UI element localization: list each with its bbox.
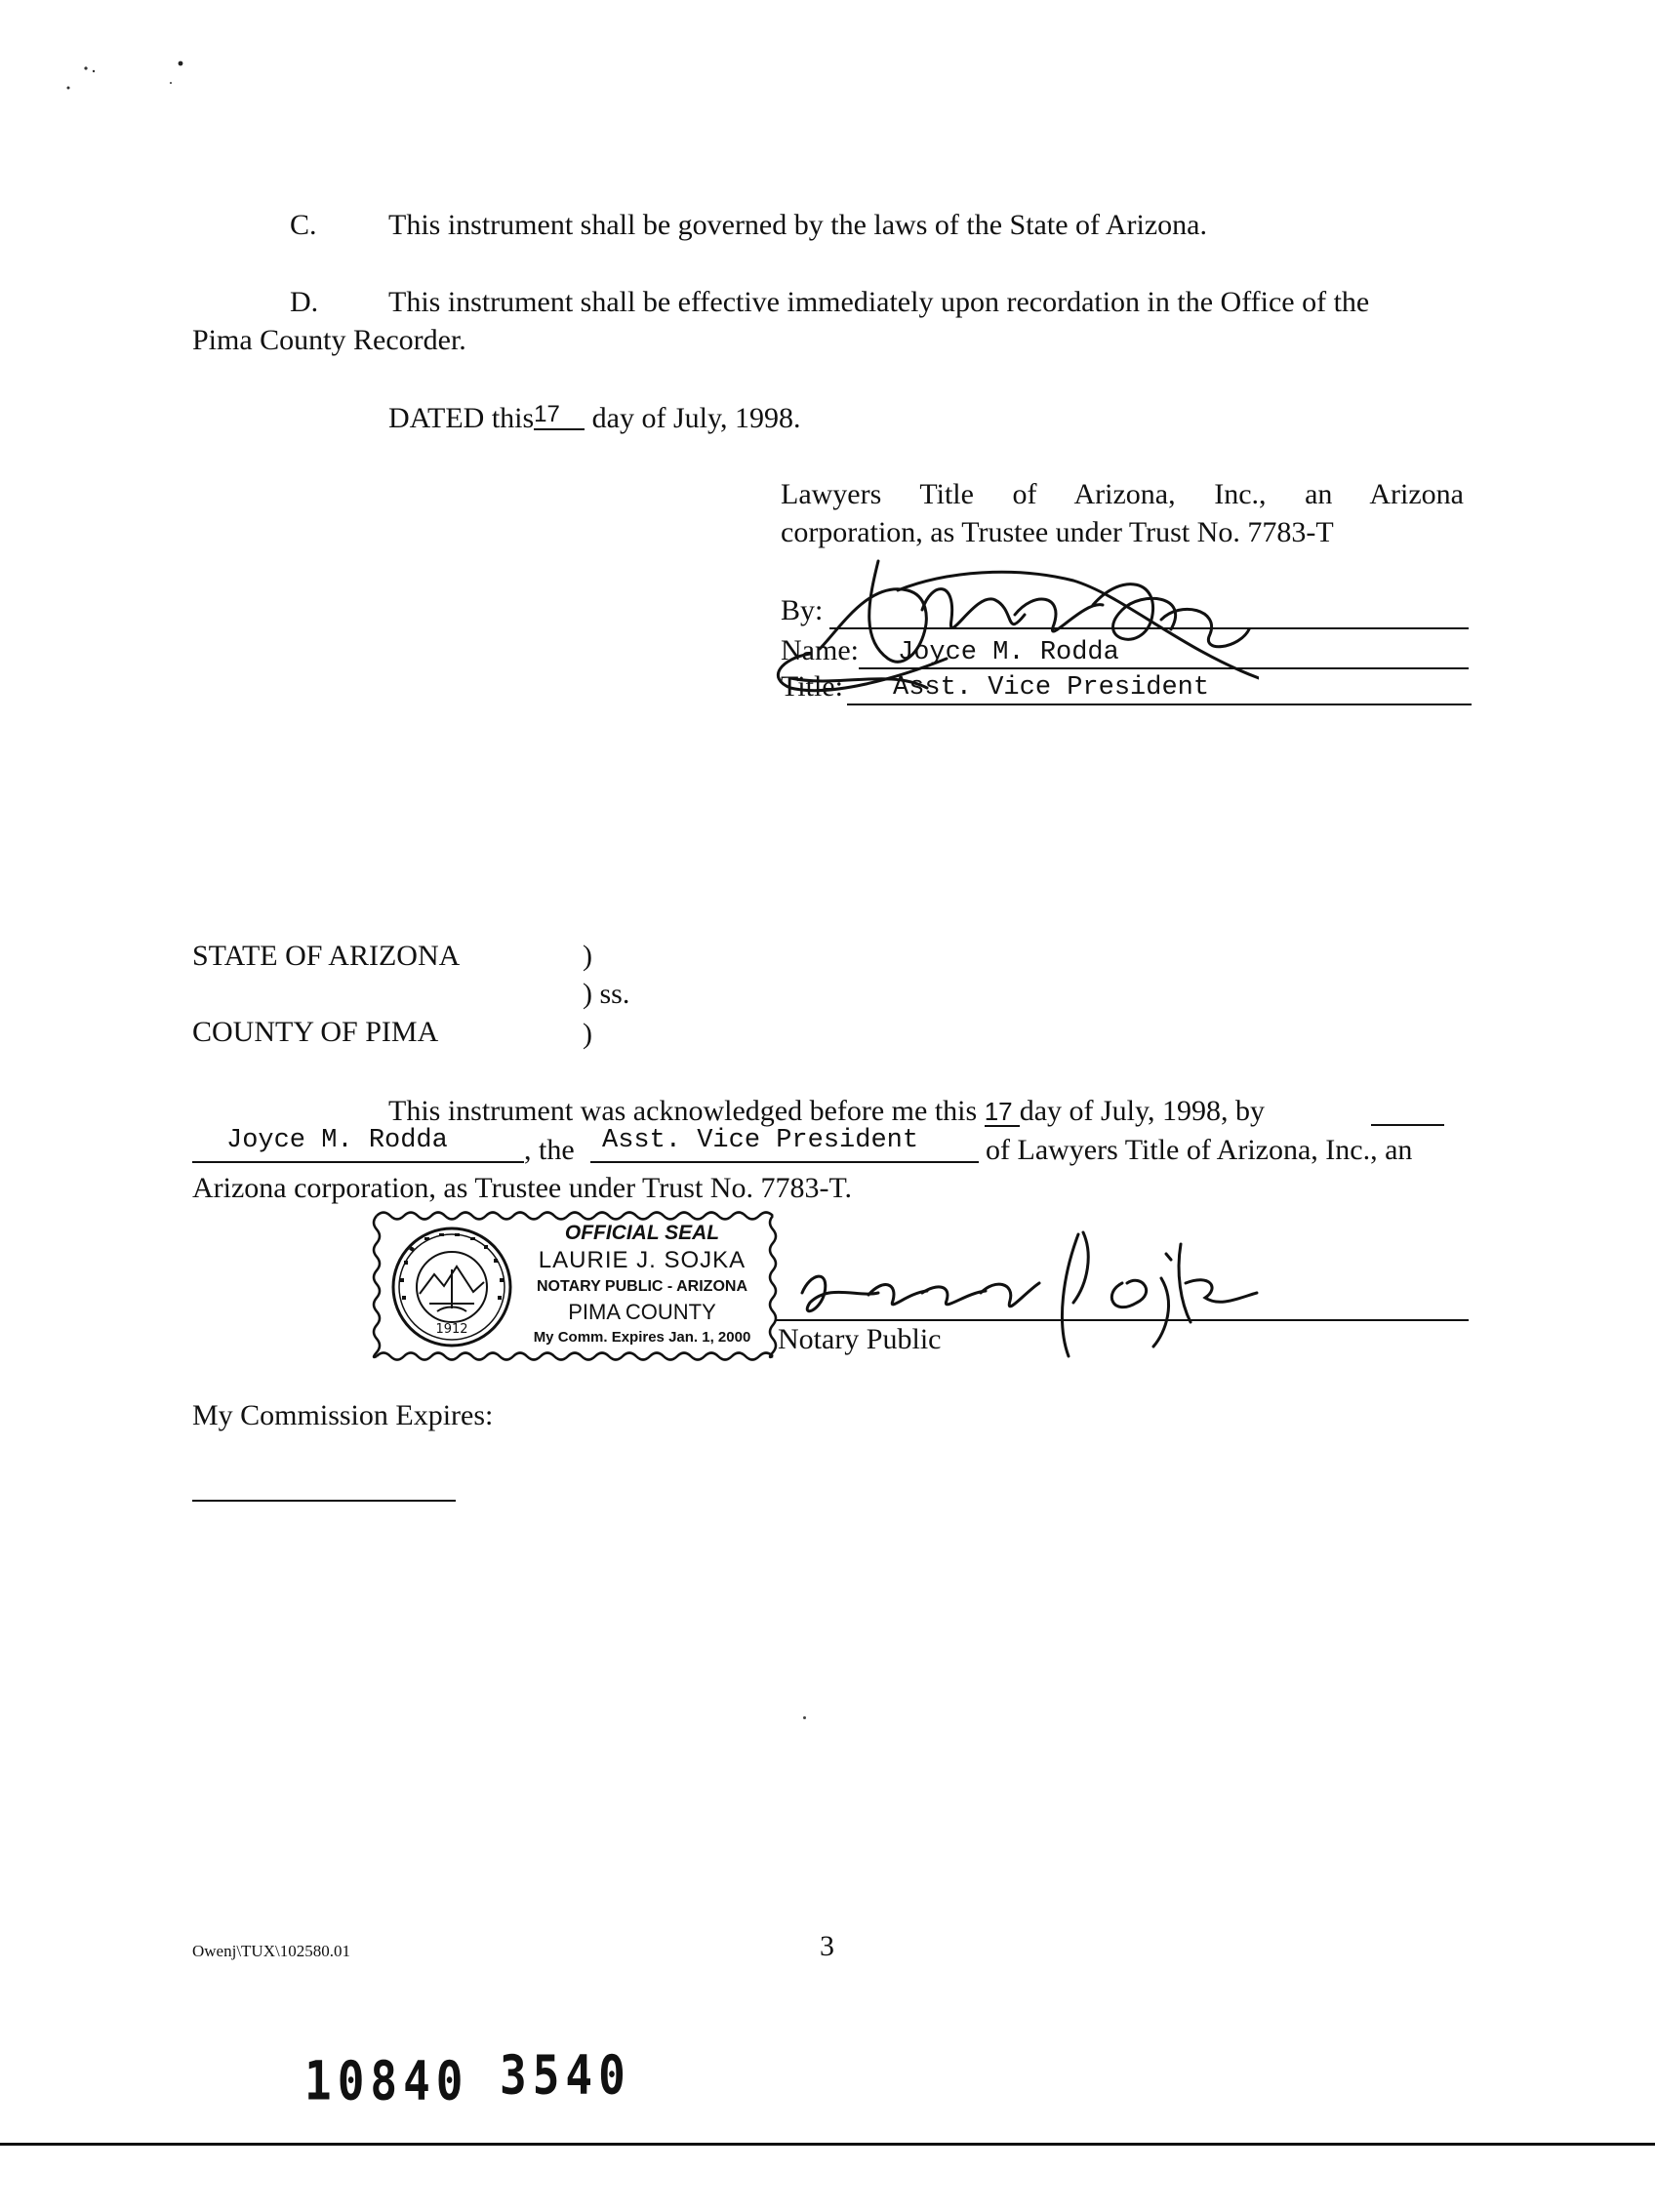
- dated-suffix: day of July, 1998.: [591, 402, 801, 434]
- by-label: By:: [781, 594, 824, 626]
- title-value: Asst. Vice President: [893, 673, 1210, 703]
- page-bottom-rule: [0, 2143, 1655, 2146]
- file-reference: Owenj\TUX\102580.01: [192, 1942, 350, 1960]
- grantor-line1: Lawyers Title of Arizona, Inc., an Arizona: [781, 478, 1464, 510]
- paragraph-d-text-line2: Pima County Recorder.: [192, 324, 466, 356]
- venue-ss: ) ss.: [583, 978, 630, 1010]
- ack-signer-title-line: [590, 1161, 979, 1163]
- dated-line: [388, 399, 801, 437]
- ack-line3: Arizona corporation, as Trustee under Trust No. 7783-T.: [192, 1172, 853, 1204]
- page-number: 3: [820, 1930, 834, 1962]
- seal-notary-name: LAURIE J. SOJKA: [538, 1247, 747, 1273]
- seal-year: 1912: [435, 1322, 468, 1337]
- dated-prefix: DATED this: [388, 402, 535, 434]
- grantor-line2: corporation, as Trustee under Trust No. 7783-T: [781, 516, 1334, 548]
- grantor-signature: [751, 542, 1259, 698]
- ack-blank-line: [1371, 1124, 1444, 1126]
- commission-expires-line: [192, 1500, 456, 1502]
- seal-notary-public: NOTARY PUBLIC - ARIZONA: [537, 1278, 747, 1295]
- notary-label: Notary Public: [778, 1323, 942, 1355]
- ack-signer-title: Asst. Vice President: [602, 1126, 919, 1155]
- title-label: Title:: [781, 670, 843, 703]
- paragraph-c-text: This instrument shall be governed by the laws of the State of Arizona.: [388, 209, 1207, 241]
- venue-county: COUNTY OF PIMA: [192, 1016, 439, 1048]
- paragraph-d-letter: D.: [290, 286, 319, 318]
- seal-county: PIMA COUNTY: [568, 1300, 716, 1324]
- ack-the: , the: [524, 1134, 575, 1166]
- scan-specks: [59, 54, 195, 102]
- paragraph-c-letter: C.: [290, 209, 317, 241]
- venue-state: STATE OF ARIZONA: [192, 940, 461, 972]
- title-line: [847, 704, 1472, 705]
- venue-paren-open: ): [583, 940, 592, 972]
- ack-line1-suffix: day of July, 1998, by: [1019, 1095, 1266, 1127]
- page-stamp-number: 3540: [500, 2043, 631, 2107]
- seal-official: OFFICIAL SEAL: [564, 1222, 720, 1244]
- ack-signer-name-line: [192, 1161, 524, 1163]
- seal-expiration: My Comm. Expires Jan. 1, 2000: [533, 1329, 751, 1346]
- scan-speck: [803, 1716, 806, 1719]
- ack-line2-suffix: of Lawyers Title of Arizona, Inc., an: [986, 1134, 1413, 1166]
- ack-signer-name: Joyce M. Rodda: [226, 1126, 448, 1155]
- ack-line1-prefix: This instrument was acknowledged before me this: [388, 1095, 978, 1127]
- name-value: Joyce M. Rodda: [898, 638, 1119, 667]
- arizona-seal-emblem: [390, 1226, 513, 1348]
- notary-seal: [369, 1208, 783, 1364]
- paragraph-d-text-line1: This instrument shall be effective immediately upon recordation in the Office of the: [388, 286, 1370, 318]
- docket-number: 10840: [304, 2049, 469, 2112]
- name-label: Name:: [781, 634, 859, 666]
- dated-day: 17: [534, 399, 585, 430]
- venue-paren-close: ): [583, 1018, 592, 1050]
- ack-day: 17: [985, 1098, 1020, 1127]
- commission-expires-label: My Commission Expires:: [192, 1399, 494, 1431]
- ack-line1: [388, 1093, 1265, 1130]
